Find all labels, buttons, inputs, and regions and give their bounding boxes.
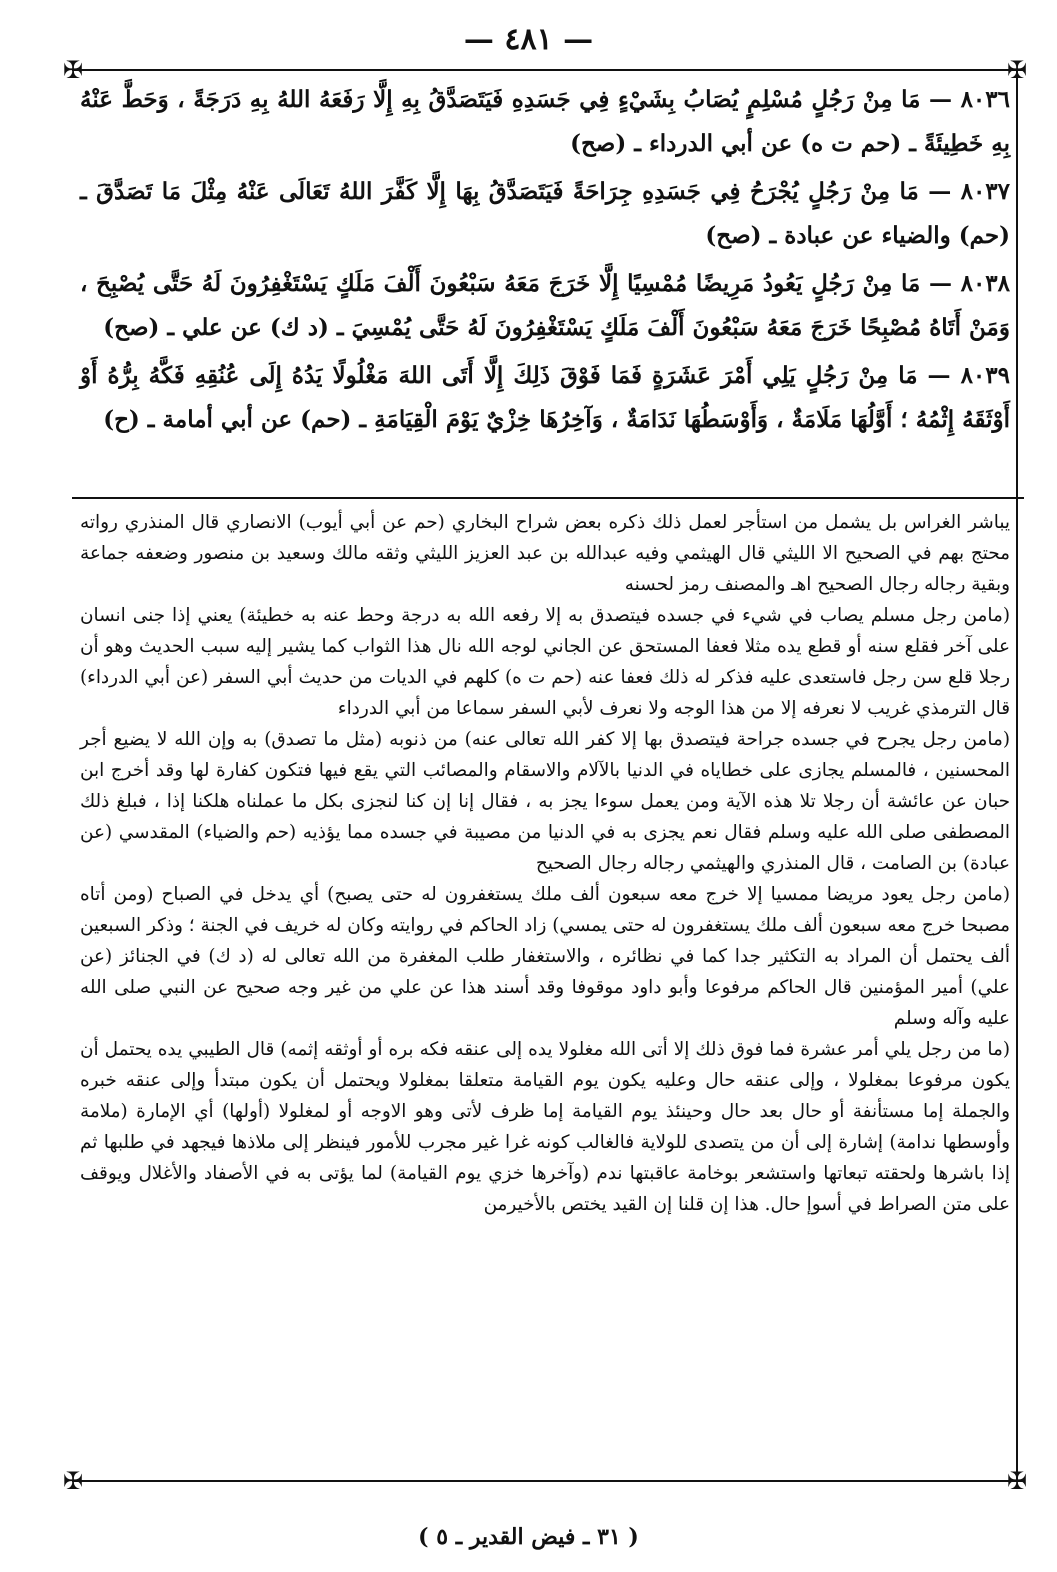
commentary-section [80, 507, 1010, 1220]
commentary-paragraph: (ما من رجل يلي أمر عشرة فما فوق ذلك إلا أتى الله مغلولا يده إلى عنقه فكه بره أو أوثقه إثمه) قال الطيبي يده يحتمل أن يكون مرفوعا بمغلولا ، وإلى عنقه حال وعليه يكون يوم القيامة متعلقا بمغلولا ويحتمل أن يكون مبتدأ وإلى عنقه خبره والجملة إما مستأنفة أو حال بعد حال وحينئذ يوم القيامة إما ظرف لأتى وهو الاوجه أو لمغلولا (أولها) أي الإمارة (ملامة وأوسطها ندامة) إشارة إلى أن من يتصدى للولاية فالغالب كونه غرا غير مجرب للأمور فينظر إلى ملاذها فيجهد في طلبها ثم إذا باشرها ولحقته تبعاتها واستشعر بوخامة عاقبتها ندم (وآخرها خزي يوم القيامة) لما يؤتى به في الأصفاد والأغلال ويوقف على متن الصراط في أسوإ حال. هذا إن قلنا إن القيد يختص بالأخيرمن [80, 1039, 1010, 1215]
hadith-text: مَا مِنْ رَجُلٍ يَعُودُ مَرِيضًا مُمْسِيًا إِلَّا خَرَجَ مَعَهُ سَبْعُونَ أَلْفَ مَلَكٍ يَسْتَغْفِرُونَ لَهُ حَتَّى يُصْبِحَ ، وَمَنْ أَتَاهُ مُصْبِحًا خَرَجَ مَعَهُ سَبْعُونَ أَلْفَ مَلَكٍ يَسْتَغْفِرُونَ لَهُ حَتَّى يُمْسِيَ ـ (د ك) عن علي ـ (صح) [80, 270, 1010, 341]
bottom-rule [72, 1480, 1024, 1482]
commentary-paragraph: (مامن رجل يجرح في جسده جراحة فيتصدق بها إلا كفر الله تعالى عنه) من ذنوبه (مثل ما تصدق) به وإن الله لا يضيع أجر المحسنين ، فالمسلم يجازى على خطاياه في الدنيا بالآلام والاسقام والمصائب التي يقع فيها فتكون كفارة لها وقد أخرج ابن حبان عن عائشة أن رجلا تلا هذه الآية ومن يعمل سوءا يجز به ، فقال إنا إن كنا لنجزى بكل ما عملناه هلكنا إذا ، فبلغ ذلك المصطفى صلى الله عليه وسلم فقال نعم يجزى به في الدنيا من مصيبة في جسده مما يؤذيه (حم والضياء) المقدسي (عن عبادة) بن الصامت ، قال المنذري والهيثمي رجاله رجال الصحيح [80, 729, 1010, 874]
hadith-entry: ٨٠٣٧ — مَا مِنْ رَجُلٍ يُجْرَحُ فِي جَسَدِهِ جِرَاحَةً فَيَتَصَدَّقُ بِهَا إِلَّا كَفَّرَ اللهُ تَعَالَى عَنْهُ مِثْلَ مَا تَصَدَّقَ ـ (حم) والضياء عن عبادة ـ (صح) [80, 178, 1011, 249]
commentary-paragraph: (مامن رجل مسلم يصاب في شيء في جسده فيتصدق به إلا رفعه الله به درجة وحط عنه به خطيئة) يعني إذا جنى انسان على آخر فقلع سنه أو قطع يده مثلا فعفا المستحق عن الجاني لوجه الله نال هذا الثواب كما يشير إليه سبب الحديث وهو أن رجلا قلع سن رجل فاستعدى عليه فذكر له ذلك فعفا عنه (حم ت ه) كلهم في الديات من حديث أبي السفر (عن أبي الدرداء) قال الترمذي غريب لا نعرفه إلا من هذا الوجه ولا نعرف لأبي السفر سماعا من أبي الدرداء [80, 605, 1010, 719]
page-number: — ٤٨١ — [463, 22, 594, 57]
corner-ornament-icon: ✠ [1006, 1467, 1028, 1495]
hadith-text: مَا مِنْ رَجُلٍ يَلِي أَمْرَ عَشَرَةٍ فَمَا فَوْقَ ذَلِكَ إِلَّا أَتَى اللهَ مَغْلُولًا يَدُهُ إِلَى عُنُقِهِ فَكَّهُ بِرُّهُ أَوْ أَوْثَقَهُ إِثْمُهُ ؛ أَوَّلُهَا مَلَامَةٌ ، وَأَوْسَطُهَا نَدَامَةٌ ، وَآخِرُهَا خِزْيٌ يَوْمَ الْقِيَامَةِ ـ (حم) عن أبي أمامة ـ (ح) [80, 362, 1010, 433]
hadith-section [80, 78, 1010, 446]
hadith-entry: ٨٠٣٨ — مَا مِنْ رَجُلٍ يَعُودُ مَرِيضًا مُمْسِيًا إِلَّا خَرَجَ مَعَهُ سَبْعُونَ أَلْفَ مَلَكٍ يَسْتَغْفِرُونَ لَهُ حَتَّى يُصْبِحَ ، وَمَنْ أَتَاهُ مُصْبِحًا خَرَجَ مَعَهُ سَبْعُونَ أَلْفَ مَلَكٍ يَسْتَغْفِرُونَ لَهُ حَتَّى يُمْسِيَ ـ (د ك) عن علي ـ (صح) [80, 270, 1011, 341]
commentary-paragraph: يباشر الغراس بل يشمل من استأجر لعمل ذلك ذكره بعض شراح البخاري (حم عن أبي أيوب) الانصاري قال المنذري رواته محتج بهم في الصحيح الا الليثي قال الهيثمي وفيه عبدالله بن عبد العزيز الليثي وثقه مالك وسعيد بن منصور وضعفه جماعة وبقية رجاله رجال الصحيح اهـ والمصنف رمز لحسنه [80, 512, 1010, 595]
top-rule [72, 69, 1024, 71]
hadith-text: مَا مِنْ رَجُلٍ مُسْلِمٍ يُصَابُ بِشَيْءٍ فِي جَسَدِهِ فَيَتَصَدَّقُ بِهِ إِلَّا رَفَعَهُ اللهُ بِهِ دَرَجَةً ، وَحَطَّ عَنْهُ بِهِ خَطِيئَةً ـ (حم ت ه) عن أبي الدرداء ـ (صح) [80, 86, 1010, 157]
right-margin-line [1016, 70, 1018, 1480]
section-divider [72, 497, 1024, 499]
hadith-number: ٨٠٣٩ [960, 362, 1010, 389]
page-footer: ( ٣١ ـ فيض القدير ـ ٥ ) [418, 1524, 639, 1550]
hadith-number: ٨٠٣٧ [960, 178, 1011, 205]
hadith-number: ٨٠٣٨ [960, 270, 1011, 297]
hadith-entry: ٨٠٣٦ — مَا مِنْ رَجُلٍ مُسْلِمٍ يُصَابُ بِشَيْءٍ فِي جَسَدِهِ فَيَتَصَدَّقُ بِهِ إِلَّا رَفَعَهُ اللهُ بِهِ دَرَجَةً ، وَحَطَّ عَنْهُ بِهِ خَطِيئَةً ـ (حم ت ه) عن أبي الدرداء ـ (صح) [80, 86, 1010, 157]
hadith-number: ٨٠٣٦ [960, 86, 1010, 113]
corner-ornament-icon: ✠ [62, 56, 84, 84]
commentary-paragraph: (مامن رجل يعود مريضا ممسيا إلا خرج معه سبعون ألف ملك يستغفرون له حتى يصبح) أي يدخل في الصباح (ومن أتاه مصبحا خرج معه سبعون ألف ملك يستغفرون له حتى يمسي) زاد الحاكم في روايته وكان له خريف في الجنة ؛ وذكر السبعين ألف يحتمل أن المراد به التكثير جدا كما في نظائره ، والاستغفار طلب المغفرة من الله تعالى له (د ك) في الجنائز (عن علي) أمير المؤمنين قال الحاكم مرفوعا وأبو داود موقوفا وقد أسند هذا عن علي من غير وجه صحيح عن النبي صلى الله عليه وآله وسلم [80, 884, 1010, 1029]
corner-ornament-icon: ✠ [62, 1467, 84, 1495]
hadith-text: مَا مِنْ رَجُلٍ يُجْرَحُ فِي جَسَدِهِ جِرَاحَةً فَيَتَصَدَّقُ بِهَا إِلَّا كَفَّرَ اللهُ تَعَالَى عَنْهُ مِثْلَ مَا تَصَدَّقَ ـ (حم) والضياء عن عبادة ـ (صح) [80, 178, 1010, 249]
corner-ornament-icon: ✠ [1006, 56, 1028, 84]
hadith-entry: ٨٠٣٩ — مَا مِنْ رَجُلٍ يَلِي أَمْرَ عَشَرَةٍ فَمَا فَوْقَ ذَلِكَ إِلَّا أَتَى اللهَ مَغْلُولًا يَدُهُ إِلَى عُنُقِهِ فَكَّهُ بِرُّهُ أَوْ أَوْثَقَهُ إِثْمُهُ ؛ أَوَّلُهَا مَلَامَةٌ ، وَأَوْسَطُهَا نَدَامَةٌ ، وَآخِرُهَا خِزْيٌ يَوْمَ الْقِيَامَةِ ـ (حم) عن أبي أمامة ـ (ح) [80, 362, 1010, 433]
